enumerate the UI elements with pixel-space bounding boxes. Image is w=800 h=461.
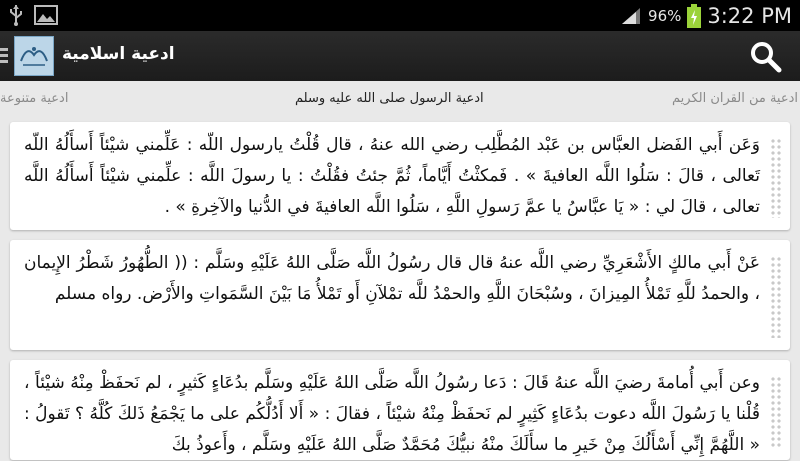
tab-bar — [0, 81, 800, 119]
search-icon[interactable] — [748, 39, 782, 73]
tab-prophet-duas[interactable]: ادعية الرسول صلى الله عليه وسلم — [295, 91, 484, 106]
dua-text: وعن أَبي أُمامةَ رضيَ اللَّه عنهُ قَالَ : دَعا رسُولُ اللَّه صَلَّى اللهُ عَلَيْهِ وسَلَّم بدُعَاءٍ كَثيرٍ ، لم نَحفَظْ مِنْهُ شيْئاً ، قُلْنا يا رَسُولَ اللَّه دعوت بدُعَاءٍ كَثِيرٍ لم نَحفَظْ مِنْهُ شيْئاً ، فقالَ : « أَلا أَدُلُّكُم على ما يَجْمَعُ ذَلكَ كُلَّهُ ؟ تَقولُ : « اللَّهُمَّ إِنِّي أَسْأَلُكَ مِنْ خَيرِ ما سأَلَكَ منْهُ نبيُّكَ مُحَمَّدٌ صَلَّى اللهُ عَلَيْهِ وسَلَّم ، وأَعوذُ بكَ — [24, 373, 760, 455]
dua-text: وَعَن أَبي الفَضل العبَّاس بن عَبْد المُطَّلِب رضي الله عنهُ ، قال قُلْتُ يارسول اللّه : عَلِّمني شيْئاً أَسأَلُهُ اللّه تَعالى ، قالَ : سَلُوا اللَّه العافيةَ » . فَمكثْتُ أَيَّاماً، ثُمَّ جئتُ فقُلْتُ : يا رسولَ اللَّه : علِّمني شيْئاً أَسأَلُهُ اللَّه تعالى ، قالَ لي : « يَا عبَّاسُ يا عمَّ رَسولِ اللَّهِ ، سَلُوا اللَّه العافيةَ في الدُّنيا والآخِرةِ » . — [24, 135, 760, 217]
app-title: ادعية اسلامية — [62, 44, 175, 64]
dua-card[interactable] — [10, 240, 790, 350]
dua-card[interactable] — [10, 122, 790, 230]
drag-handle-icon[interactable] — [770, 376, 782, 448]
notification-icons — [8, 4, 58, 26]
clock: 3:22 PM — [707, 3, 792, 28]
signal-icon — [620, 6, 642, 26]
action-bar — [0, 31, 800, 81]
drag-handle-icon[interactable] — [770, 138, 782, 218]
app-logo[interactable] — [14, 36, 54, 76]
drawer-handle-icon[interactable] — [0, 48, 10, 66]
image-icon — [34, 5, 58, 25]
battery-percent: 96% — [648, 6, 682, 25]
status-bar — [0, 0, 800, 31]
usb-icon — [8, 4, 24, 26]
dua-card[interactable] — [10, 360, 790, 460]
drag-handle-icon[interactable] — [770, 256, 782, 338]
dua-text: عَنْ أَبي مالكٍ الأَشْعَرِيِّ رضي اللَّه عنهُ قال قال رسُولُ اللَّه صَلَّى اللهُ عَلَيْهِ وسَلَّم : (( الطُّهُورُ شَطْرُ الإِيمان ، والحمدُ للَّهِ تَمْلأُ المِيزانَ ، وسُبْحَانَ اللَّهِ والحمْدُ للَّه تمْلآنِ أَو تَمْلأُ مَا بَيْنَ السَّمَواتِ والأَرْض. رواه مسلم — [24, 253, 760, 304]
tab-various-duas[interactable]: ادعية متنوعة — [0, 91, 69, 106]
battery-charging-icon — [687, 4, 701, 28]
tab-quran-duas[interactable]: ادعية من القران الكريم — [672, 91, 798, 106]
